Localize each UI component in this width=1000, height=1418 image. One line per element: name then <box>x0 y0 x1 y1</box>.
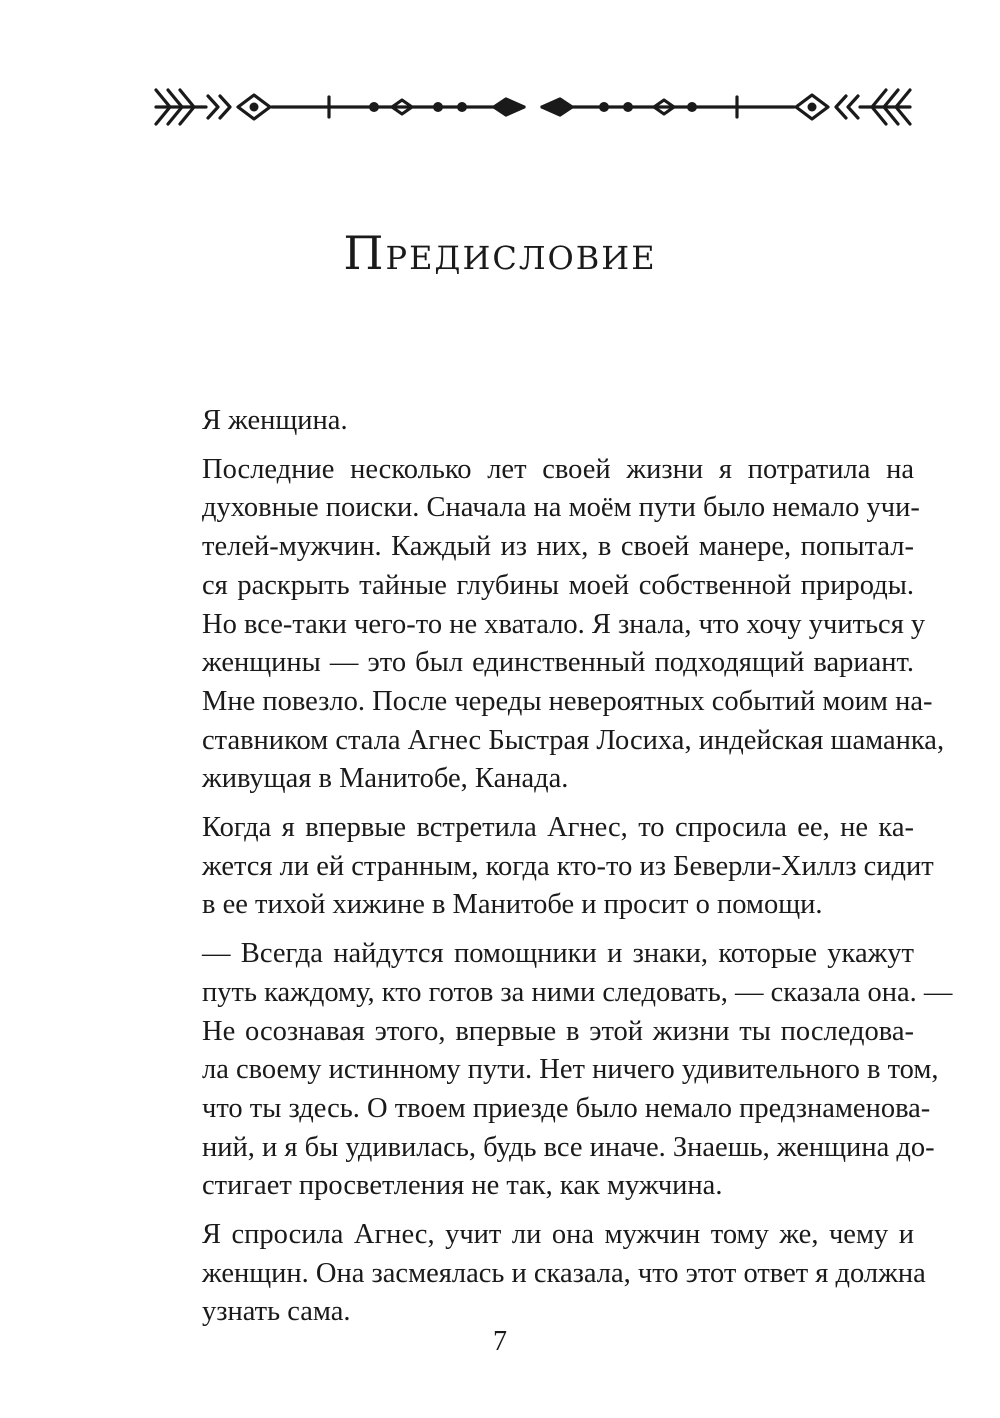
paragraph <box>156 935 953 1206</box>
text-line: женщин. Она засмеялась и сказала, что этот ответ я должна <box>202 1257 926 1289</box>
text-line: ла своему истинному пути. Нет ничего удивительного в том, <box>202 1054 939 1086</box>
text-line: — Всегда найдутся помощники и знаки, которые укажут <box>202 938 914 970</box>
text-line: Я женщина. <box>202 405 348 436</box>
text-line: что ты здесь. О твоем приезде было немало предзнаменова- <box>202 1092 931 1124</box>
text-line: в ее тихой хижине в Манитобе и просит о помощи. <box>202 889 823 921</box>
chapter-body <box>156 402 953 1342</box>
text-line: Но все-таки чего-то не хватало. Я знала, что хочу учиться у <box>202 608 926 640</box>
text-line: стигает просветления не так, как мужчина. <box>202 1170 723 1202</box>
text-line: жется ли ей странным, когда кто-то из Беверли-Хиллз сидит <box>202 850 934 882</box>
chapter-title: Предисловие <box>343 226 657 280</box>
text-line: Последние несколько лет своей жизни я потратила на <box>202 453 914 485</box>
paragraph <box>156 451 945 799</box>
text-line: Не осознавая этого, впервые в этой жизни ты последова- <box>202 1015 914 1047</box>
text-line: ся раскрыть тайные глубины моей собственной природы. <box>202 569 914 601</box>
page-number: 7 <box>493 1326 507 1357</box>
text-line: узнать сама. <box>202 1296 351 1328</box>
text-line: духовные поиски. Сначала на моём пути было немало учи- <box>202 492 920 524</box>
text-line: живущая в Манитобе, Канада. <box>202 763 569 795</box>
paragraph <box>156 809 934 925</box>
text-line: женщины — это был единственный подходящий вариант. <box>202 647 914 679</box>
paragraph <box>156 402 914 441</box>
text-line: Когда я впервые встретила Агнес, то спросила ее, не ка- <box>202 812 914 844</box>
text-line: ний, и я бы удивилась, будь все иначе. Знаешь, женщина до- <box>202 1131 935 1163</box>
tribal-arrow-divider-icon <box>152 78 914 136</box>
paragraph <box>156 1216 926 1332</box>
text-line: Мне повезло. После череды невероятных событий моим на- <box>202 685 933 717</box>
text-line: Я спросила Агнес, учит ли она мужчин тому же, чему и <box>202 1219 914 1251</box>
text-line: ставником стала Агнес Быстрая Лосиха, индейская шаманка, <box>202 724 945 756</box>
text-line: путь каждому, кто готов за ними следовать, — сказала она. — <box>202 976 953 1008</box>
text-line: телей-мужчин. Каждый из них, в своей манере, попытал- <box>202 531 914 563</box>
